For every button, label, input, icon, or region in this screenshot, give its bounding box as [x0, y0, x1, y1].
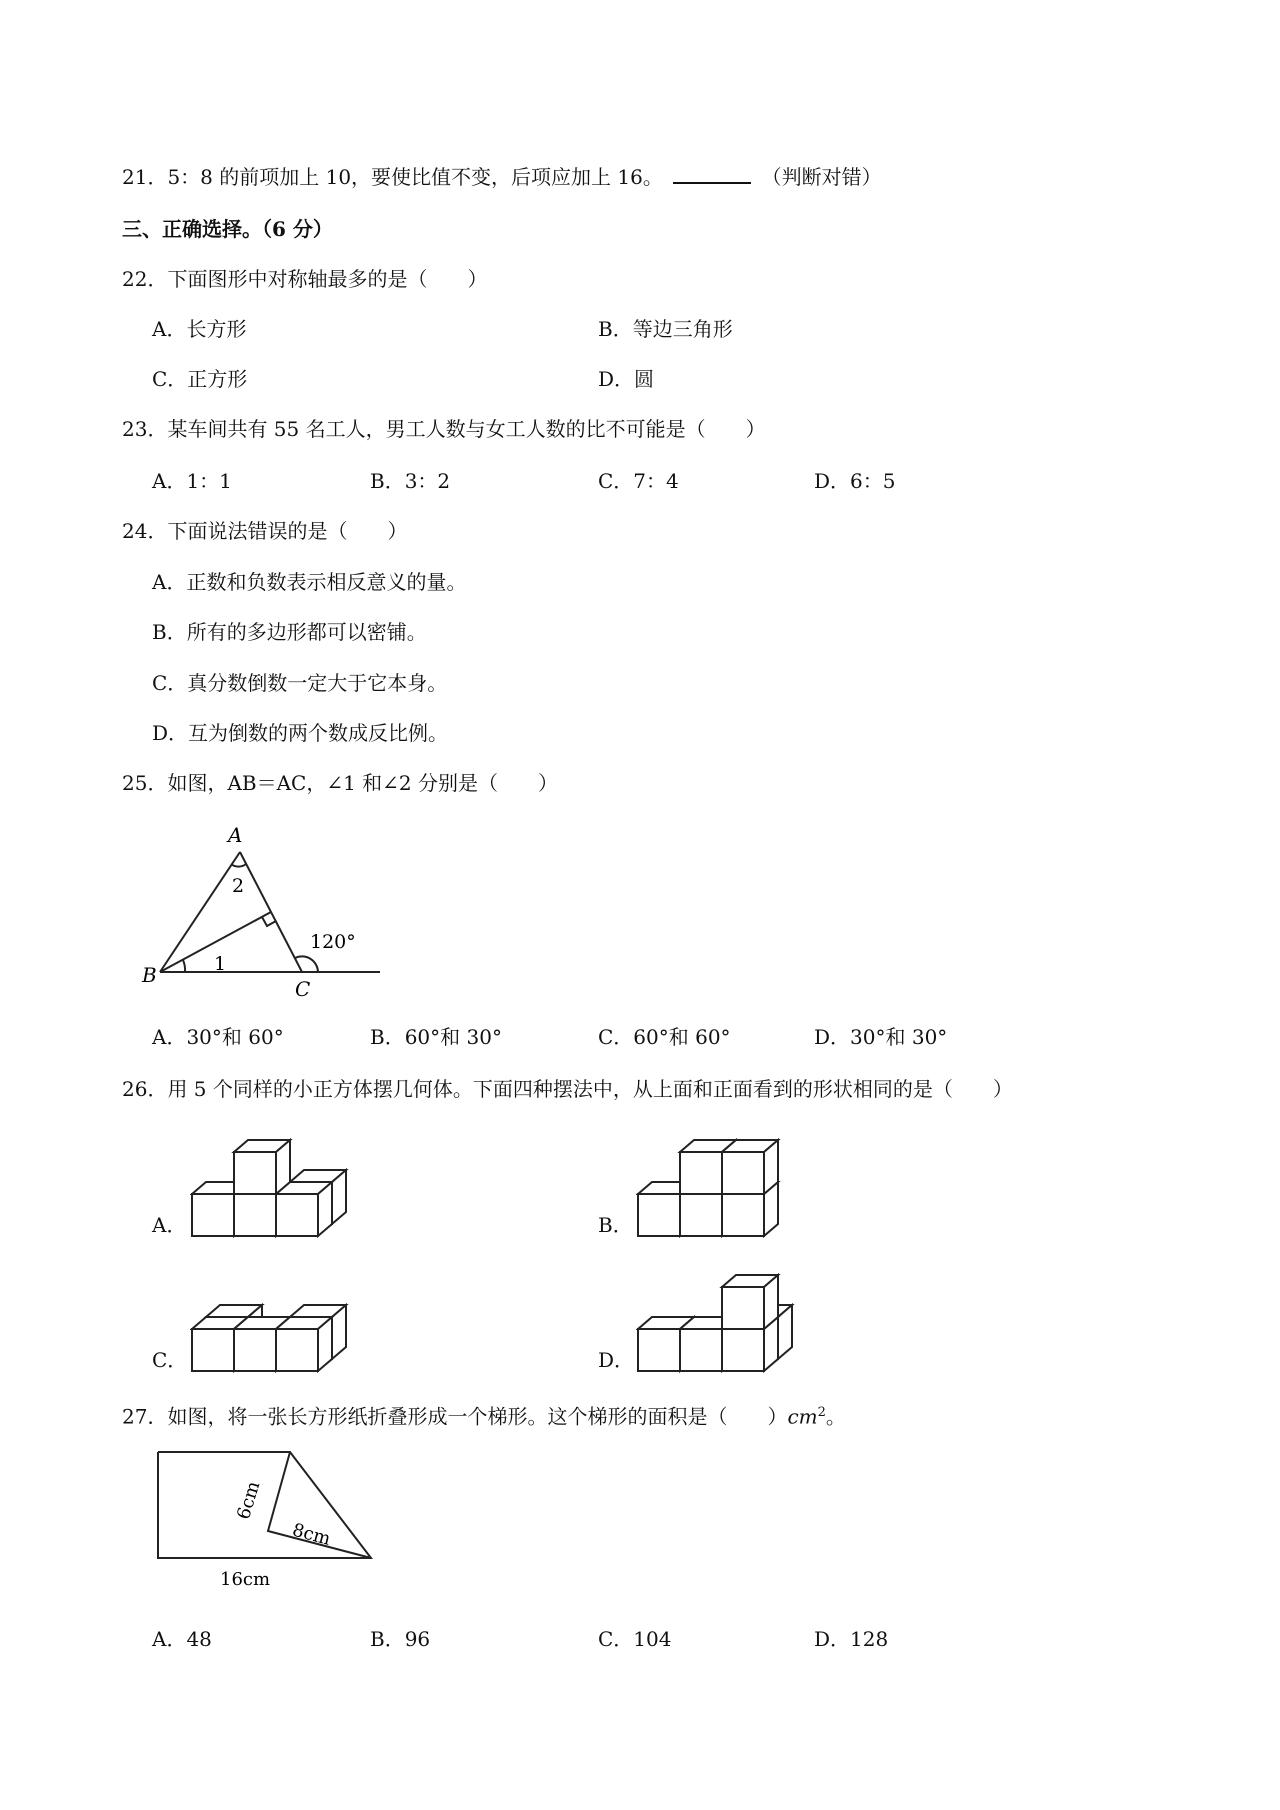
q26-option-c[interactable]: C．	[152, 1348, 188, 1372]
q26-stem: 26．用 5 个同样的小正方体摆几何体。下面四种摆法中，从上面和正面看到的形状相同的是（ ）	[122, 1077, 1013, 1101]
cube	[722, 1275, 778, 1329]
q23-option-c[interactable]: C．7：4	[598, 469, 679, 493]
q27-option-d[interactable]: D．128	[814, 1627, 889, 1651]
q25-triangle-figure	[140, 820, 400, 1000]
q22-option-a[interactable]: A．长方形	[152, 317, 247, 341]
q23-option-a[interactable]: A．1：1	[152, 469, 232, 493]
q24-option-a[interactable]: A．正数和负数表示相反意义的量。	[152, 570, 467, 594]
q27-stem: 27．如图，将一张长方形纸折叠形成一个梯形。这个梯形的面积是（ ）	[122, 1404, 788, 1429]
q22-option-c[interactable]: C．正方形	[152, 367, 248, 391]
q25-option-a[interactable]: A．30°和 60°	[152, 1025, 284, 1049]
q26-figure-b	[636, 1120, 806, 1240]
label-b: B	[142, 963, 157, 987]
q27-trapezoid-figure	[150, 1440, 390, 1600]
label-angle2: 2	[232, 875, 245, 897]
side-ab	[160, 852, 240, 972]
cube	[234, 1140, 290, 1194]
trapezoid-outline	[158, 1452, 371, 1558]
q25-option-b[interactable]: B．60°和 30°	[370, 1025, 502, 1049]
q26-figure-c	[190, 1255, 360, 1375]
q21-line	[122, 162, 882, 192]
q23-option-d[interactable]: D．6：5	[814, 469, 896, 493]
label-angle1: 1	[214, 953, 227, 975]
q22-stem: 22．下面图形中对称轴最多的是（ ）	[122, 267, 488, 291]
q27-stem-line	[122, 1398, 846, 1432]
q26-figure-d	[636, 1255, 806, 1375]
q25-option-c[interactable]: C．60°和 60°	[598, 1025, 731, 1049]
q21-text: 21．5：8 的前项加上 10，要使比值不变，后项应加上 16。	[122, 165, 663, 189]
cube	[722, 1140, 778, 1194]
q27-unit: cm	[787, 1404, 818, 1429]
q27-unit-exponent: 2	[817, 1405, 826, 1420]
q24-option-d[interactable]: D．互为倒数的两个数成反比例。	[152, 721, 449, 745]
q26-figure-a	[190, 1120, 360, 1240]
q24-stem: 24．下面说法错误的是（ ）	[122, 519, 408, 543]
cube	[276, 1182, 332, 1236]
label-8cm: 8cm	[290, 1519, 333, 1550]
q24-option-b[interactable]: B．所有的多边形都可以密铺。	[152, 620, 427, 644]
label-a: A	[228, 823, 243, 847]
label-6cm: 6cm	[233, 1478, 265, 1522]
q25-option-d[interactable]: D．30°和 30°	[814, 1025, 948, 1049]
q27-option-c[interactable]: C．104	[598, 1627, 672, 1651]
q23-stem: 23．某车间共有 55 名工人，男工人数与女工人数的比不可能是（ ）	[122, 417, 766, 441]
angle1-arc	[183, 960, 185, 972]
q27-end: 。	[825, 1404, 846, 1429]
angle2-arc	[231, 864, 246, 867]
q24-option-c[interactable]: C．真分数倒数一定大于它本身。	[152, 671, 448, 695]
label-c: C	[295, 977, 311, 1000]
q27-option-b[interactable]: B．96	[370, 1627, 431, 1651]
q26-option-a[interactable]: A．	[152, 1213, 187, 1237]
q21-tail: （判断对错）	[761, 165, 882, 189]
label-120: 120°	[310, 931, 356, 953]
cube	[276, 1317, 332, 1371]
q26-option-d[interactable]: D．	[598, 1348, 635, 1372]
q22-option-d[interactable]: D．圆	[598, 367, 655, 391]
q21-answer-blank[interactable]	[673, 164, 751, 184]
q23-option-b[interactable]: B．3：2	[370, 469, 451, 493]
q22-option-b[interactable]: B．等边三角形	[598, 317, 733, 341]
label-16cm: 16cm	[220, 1569, 271, 1590]
q26-option-b[interactable]: B．	[598, 1213, 633, 1237]
q25-stem: 25．如图，AB＝AC，∠1 和∠2 分别是（ ）	[122, 771, 559, 795]
section3-title: 三、正确选择。（6 分）	[122, 217, 333, 241]
q27-option-a[interactable]: A．48	[152, 1627, 212, 1651]
